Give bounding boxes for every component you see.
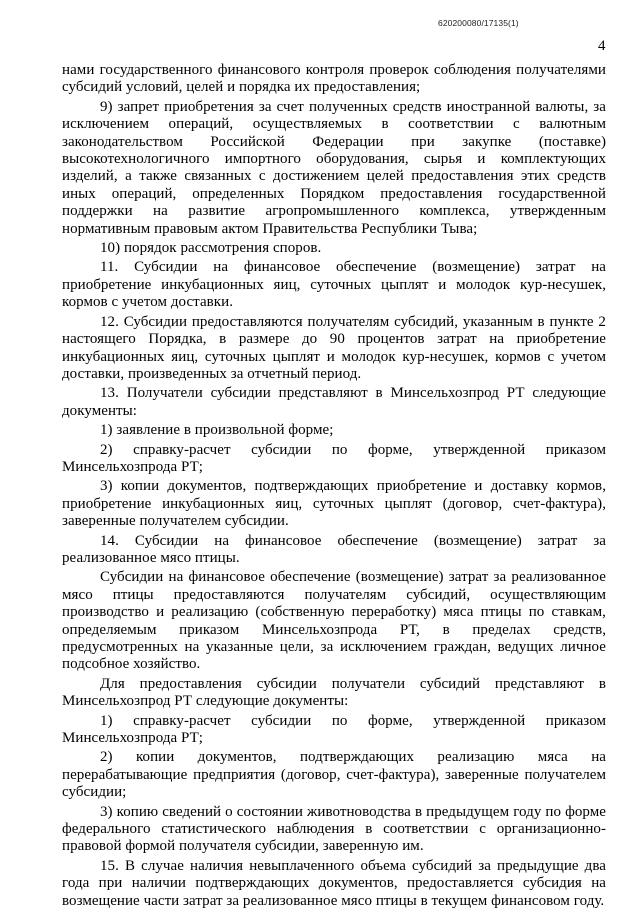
paragraph-clause-12: 12. Субсидии предоставляются получателям субсидий, указанным в пункте 2 настоящего Порядка, в размере до 90 процентов затрат на приобретение инкубационных яиц, суточных цыплят и молодок кур-несушек, кормов с учетом доставки, произведенных за отчетный период. xyxy=(62,313,606,382)
paragraph-clause-13-item-3: 3) копии документов, подтверждающих приобретение и доставку кормов, приобретение инкубационных яиц, суточных цыплят (договор, счет-фактура), заверенные получателем субсидии. xyxy=(62,478,606,530)
paragraph-clause-15: 15. В случае наличия невыплаченного объема субсидий за предыдущие два года при наличии подтверждающих документов, предоставляется субсидия на возмещение части затрат за реализованное мясо птицы в текущем финансовом году. xyxy=(62,857,606,909)
paragraph-clause-14-body: Субсидии на финансовое обеспечение (возмещение) затрат за реализованное мясо птицы предоставляются получателям субсидий, осуществляющим производство и реализацию (собственную переработку) мяса птицы по ставкам, определяемым приказом Минсельхозпрода РТ, в пределах средств, предусмотренных на указанные цели, за исключением граждан, ведущих личное подсобное хозяйство. xyxy=(62,569,606,673)
paragraph-clause-13: 13. Получатели субсидии представляют в Минсельхозпрод РТ следующие документы: xyxy=(62,385,606,419)
page-number: 4 xyxy=(598,38,606,54)
paragraph-clause-13-item-2: 2) справку-расчет субсидии по форме, утвержденной приказом Минсельхозпрода РТ; xyxy=(62,441,606,475)
document-code: 620200080/17135(1) xyxy=(438,18,519,28)
paragraph-continuation: нами государственного финансового контроля проверок соблюдения получателями субсидий условий, целей и порядка их предоставления; xyxy=(62,62,606,96)
paragraph-clause-14: 14. Субсидии на финансовое обеспечение (возмещение) затрат за реализованное мясо птицы. xyxy=(62,532,606,566)
paragraph-documents-intro: Для предоставления субсидии получатели субсидий представляют в Минсельхозпрод РТ следующие документы: xyxy=(62,675,606,710)
paragraph-clause-11: 11. Субсидии на финансовое обеспечение (возмещение) затрат на приобретение инкубационных яиц, суточных цыплят и молодок кур-несушек, кормов с учетом доставки. xyxy=(62,259,606,311)
paragraph-item-9: 9) запрет приобретения за счет полученных средств иностранной валюты, за исключением операций, осуществляемых в соответствии с валютным законодательством Российской Федерации при закупке (поставке) высокотехнологичного импортного оборудования, сырья и комплектующих изделий, а также связанных с достижением целей предоставления этих средств иных операций, определенных Порядком предоставления государственной поддержки на развитие агропромышленного комплекса, утвержденным нормативным правовым актом Правительства Республики Тыва; xyxy=(62,98,606,237)
paragraph-documents-item-3: 3) копию сведений о состоянии животноводства в предыдущем году по форме федерального статистического наблюдения в соответствии с организационно-правовой формой получателя субсидии, заверенную им. xyxy=(62,803,606,855)
paragraph-item-10: 10) порядок рассмотрения споров. xyxy=(100,240,322,257)
paragraph-clause-13-item-1: 1) заявление в произвольной форме; xyxy=(100,422,334,439)
document-body xyxy=(62,62,606,912)
paragraph-documents-item-1: 1) справку-расчет субсидии по форме, утвержденной приказом Минсельхозпрода РТ; xyxy=(62,712,606,747)
paragraph-documents-item-2: 2) копии документов, подтверждающих реализацию мяса на перерабатывающие предприятия (договор, счет-фактура), заверенные получателем субсидии; xyxy=(62,749,606,801)
